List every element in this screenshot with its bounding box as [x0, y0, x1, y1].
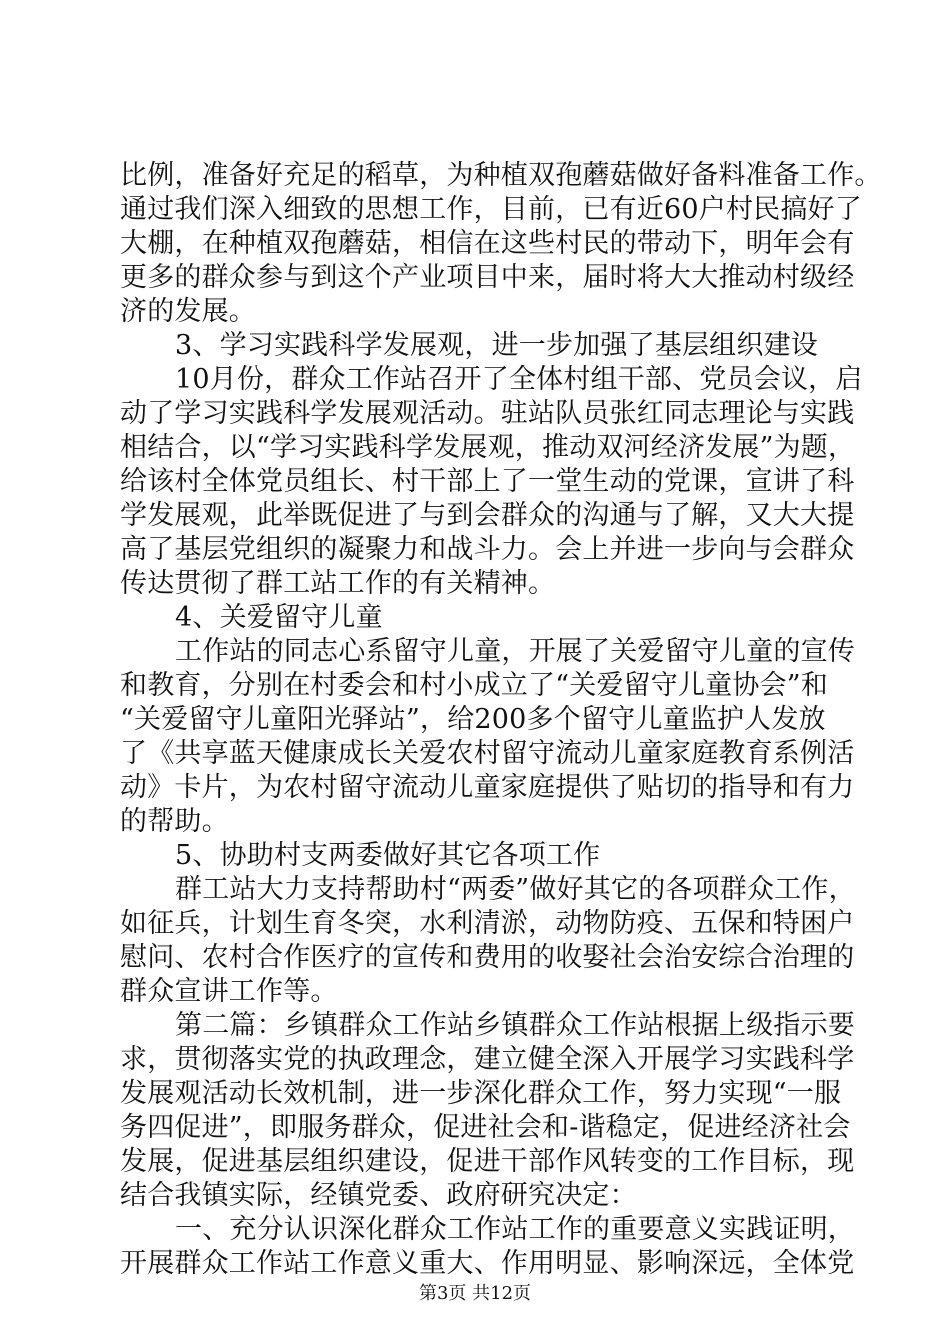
text-line: 一、充分认识深化群众工作站工作的重要意义实践证明，	[175, 1214, 855, 1245]
text-line: 和教育，分别在村委会和村小成立了“关爱留守儿童协会”和	[120, 670, 829, 701]
text-line: 开展群众工作站工作意义重大、作用明显、影响深远，全体党	[120, 1248, 855, 1279]
text-line: 大棚，在种植双孢蘑菇，相信在这些村民的带动下，明年会有	[120, 228, 855, 259]
section-heading: 3、学习实践科学发展观，进一步加强了基层组织建设	[175, 330, 818, 361]
text-line: 慰问、农村合作医疗的宣传和费用的收娶社会治安综合治理的	[120, 942, 855, 973]
text-line: 动》卡片，为农村留守流动儿童家庭提供了贴切的指导和有力	[120, 772, 855, 803]
text-line: 高了基层党组织的凝聚力和战斗力。会上并进一步向与会群众	[120, 534, 855, 565]
text-line: 的帮助。	[120, 806, 229, 837]
text-line: 10月份，群众工作站召开了全体村组干部、党员会议，启	[175, 364, 863, 395]
text-line: 发展，促进基层组织建设，促进干部作风转变的工作目标，现	[120, 1146, 855, 1177]
text-line: 群众宣讲工作等。	[120, 976, 338, 1007]
page-number-footer: 第3页 共12页	[418, 1283, 532, 1304]
text-line: 第二篇：乡镇群众工作站乡镇群众工作站根据上级指示要	[175, 1010, 855, 1041]
section-heading: 5、协助村支两委做好其它各项工作	[175, 840, 601, 871]
text-line: 济的发展。	[120, 296, 256, 327]
text-line: 通过我们深入细致的思想工作，目前，已有近60户村民搞好了	[120, 194, 862, 225]
text-line: 相结合，以“学习实践科学发展观，推动双河经济发展”为题，	[120, 432, 856, 463]
text-line: 结合我镇实际，经镇党委、政府研究决定：	[120, 1180, 637, 1211]
text-line: 给该村全体党员组长、村干部上了一堂生动的党课，宣讲了科	[120, 466, 855, 497]
section-heading: 4、关爱留守儿童	[175, 602, 383, 633]
text-line: 务四促进”，即服务群众，促进社会和-谐稳定，促进经济社会	[120, 1112, 851, 1143]
text-line: 动了学习实践科学发展观活动。驻站队员张红同志理论与实践	[120, 398, 855, 429]
text-line: 学发展观，此举既促进了与到会群众的沟通与了解，又大大提	[120, 500, 855, 531]
text-line: 如征兵，计划生育冬突，水利清淤，动物防疫、五保和特困户	[120, 908, 855, 939]
text-line: 工作站的同志心系留守儿童，开展了关爱留守儿童的宣传	[175, 636, 855, 667]
text-line: 群工站大力支持帮助村“两委”做好其它的各项群众工作，	[175, 874, 856, 905]
text-line: 更多的群众参与到这个产业项目中来，届时将大大推动村级经	[120, 262, 855, 293]
text-line: 了《共享蓝天健康成长关爱农村留守流动儿童家庭教育系例活	[120, 738, 855, 769]
text-line: 传达贯彻了群工站工作的有关精神。	[120, 568, 556, 599]
text-line: 发展观活动长效机制，进一步深化群众工作，努力实现“一服	[120, 1078, 842, 1109]
text-line: 求，贯彻落实党的执政理念，建立健全深入开展学习实践科学	[120, 1044, 855, 1075]
text-line: 比例，准备好充足的稻草，为种植双孢蘑菇做好备料准备工作。	[120, 160, 882, 191]
text-line: “关爱留守儿童阳光驿站”，给200多个留守儿童监护人发放	[120, 704, 826, 735]
